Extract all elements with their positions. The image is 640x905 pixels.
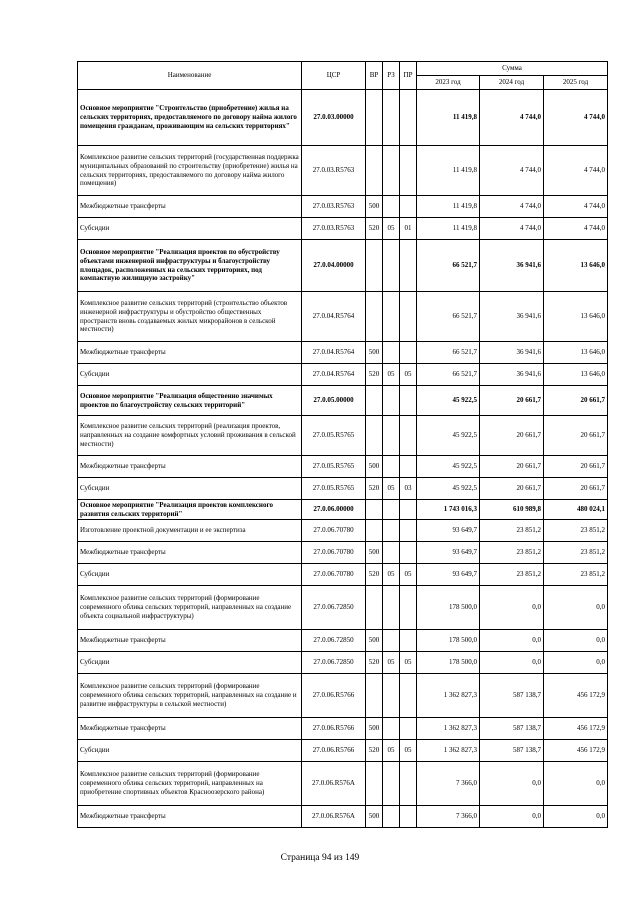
row-pr bbox=[400, 520, 417, 542]
row-amount-2025: 456 172,9 bbox=[544, 718, 608, 740]
table-row bbox=[78, 90, 608, 146]
row-amount-2025: 13 646,0 bbox=[544, 292, 608, 342]
table-row bbox=[78, 542, 608, 564]
row-rz bbox=[383, 292, 400, 342]
row-amount-2023: 11 419,8 bbox=[417, 218, 480, 240]
header-year-2025: 2025 год bbox=[544, 76, 608, 90]
table-row bbox=[78, 652, 608, 674]
row-vr: 500 bbox=[366, 630, 383, 652]
row-amount-2024: 0,0 bbox=[480, 630, 544, 652]
row-amount-2023: 1 362 827,3 bbox=[417, 718, 480, 740]
row-csr: 27.0.03.00000 bbox=[302, 90, 366, 146]
row-name: Субсидии bbox=[78, 740, 302, 762]
row-name: Основное мероприятие "Реализация проектов комплексного развития сельских территорий" bbox=[78, 500, 302, 520]
row-amount-2024: 23 851,2 bbox=[480, 520, 544, 542]
row-amount-2023: 45 922,5 bbox=[417, 386, 480, 416]
row-vr: 520 bbox=[366, 740, 383, 762]
row-vr: 500 bbox=[366, 342, 383, 364]
row-rz: 05 bbox=[383, 564, 400, 586]
row-csr: 27.0.04.R5764 bbox=[302, 364, 366, 386]
row-amount-2024: 4 744,0 bbox=[480, 90, 544, 146]
row-pr: 01 bbox=[400, 218, 417, 240]
row-amount-2024: 23 851,2 bbox=[480, 542, 544, 564]
row-name: Межбюджетные трансферты bbox=[78, 456, 302, 478]
table-row bbox=[78, 386, 608, 416]
row-csr: 27.0.06.R576A bbox=[302, 806, 366, 828]
row-pr: 05 bbox=[400, 740, 417, 762]
header-pr: ПР bbox=[400, 62, 417, 90]
row-rz bbox=[383, 520, 400, 542]
row-csr: 27.0.06.70780 bbox=[302, 520, 366, 542]
row-rz bbox=[383, 674, 400, 718]
table-row bbox=[78, 500, 608, 520]
row-rz bbox=[383, 762, 400, 806]
row-rz bbox=[383, 196, 400, 218]
row-vr: 500 bbox=[366, 542, 383, 564]
row-amount-2023: 178 500,0 bbox=[417, 652, 480, 674]
row-amount-2025: 0,0 bbox=[544, 762, 608, 806]
row-pr bbox=[400, 342, 417, 364]
row-vr bbox=[366, 416, 383, 456]
row-amount-2023: 93 649,7 bbox=[417, 564, 480, 586]
table-row bbox=[78, 342, 608, 364]
row-amount-2024: 587 138,7 bbox=[480, 740, 544, 762]
row-vr bbox=[366, 386, 383, 416]
budget-table bbox=[77, 61, 608, 828]
row-vr bbox=[366, 586, 383, 630]
row-name: Субсидии bbox=[78, 218, 302, 240]
row-vr bbox=[366, 292, 383, 342]
row-csr: 27.0.05.R5765 bbox=[302, 416, 366, 456]
row-name: Изготовление проектной документации и ее экспертиза bbox=[78, 520, 302, 542]
row-csr: 27.0.03.R5763 bbox=[302, 196, 366, 218]
row-vr: 520 bbox=[366, 478, 383, 500]
header-row bbox=[78, 62, 608, 76]
row-amount-2024: 0,0 bbox=[480, 762, 544, 806]
row-name: Основное мероприятие "Реализация проектов по обустройству объектами инженерной инфраструктуры и благоустройству площадок, расположенных на сельских территориях, под компактную жилищную застройку" bbox=[78, 240, 302, 292]
row-name: Субсидии bbox=[78, 478, 302, 500]
table-row bbox=[78, 564, 608, 586]
table-row bbox=[78, 292, 608, 342]
row-vr bbox=[366, 500, 383, 520]
row-amount-2023: 11 419,8 bbox=[417, 90, 480, 146]
row-vr bbox=[366, 520, 383, 542]
row-csr: 27.0.05.00000 bbox=[302, 386, 366, 416]
row-amount-2023: 1 362 827,3 bbox=[417, 674, 480, 718]
row-amount-2023: 66 521,7 bbox=[417, 342, 480, 364]
row-csr: 27.0.04.R5764 bbox=[302, 292, 366, 342]
row-amount-2025: 20 661,7 bbox=[544, 478, 608, 500]
row-amount-2024: 20 661,7 bbox=[480, 478, 544, 500]
row-rz bbox=[383, 90, 400, 146]
row-csr: 27.0.04.00000 bbox=[302, 240, 366, 292]
table-row bbox=[78, 718, 608, 740]
row-name: Межбюджетные трансферты bbox=[78, 718, 302, 740]
row-amount-2025: 0,0 bbox=[544, 630, 608, 652]
row-vr bbox=[366, 240, 383, 292]
row-rz bbox=[383, 806, 400, 828]
row-amount-2023: 66 521,7 bbox=[417, 364, 480, 386]
table-row bbox=[78, 364, 608, 386]
row-name: Субсидии bbox=[78, 364, 302, 386]
row-rz bbox=[383, 416, 400, 456]
table-row bbox=[78, 416, 608, 456]
table-row bbox=[78, 456, 608, 478]
table-row bbox=[78, 630, 608, 652]
row-csr: 27.0.06.72850 bbox=[302, 652, 366, 674]
row-csr: 27.0.05.R5765 bbox=[302, 478, 366, 500]
row-pr: 03 bbox=[400, 478, 417, 500]
row-amount-2024: 36 941,6 bbox=[480, 342, 544, 364]
row-amount-2024: 36 941,6 bbox=[480, 292, 544, 342]
table-row bbox=[78, 146, 608, 196]
row-amount-2023: 7 366,0 bbox=[417, 762, 480, 806]
table-row bbox=[78, 586, 608, 630]
row-rz bbox=[383, 146, 400, 196]
row-pr bbox=[400, 386, 417, 416]
row-csr: 27.0.06.72850 bbox=[302, 630, 366, 652]
row-amount-2025: 480 024,1 bbox=[544, 500, 608, 520]
row-csr: 27.0.06.00000 bbox=[302, 500, 366, 520]
row-amount-2025: 20 661,7 bbox=[544, 416, 608, 456]
table-row bbox=[78, 520, 608, 542]
row-rz bbox=[383, 342, 400, 364]
row-amount-2024: 20 661,7 bbox=[480, 386, 544, 416]
row-rz bbox=[383, 240, 400, 292]
row-amount-2025: 13 646,0 bbox=[544, 364, 608, 386]
row-pr: 05 bbox=[400, 564, 417, 586]
row-name: Комплексное развитие сельских территорий (строительство объектов инженерной инфраструктуры и обустройство общественных пространств вновь создаваемых жилых микрорайонов в сельской местности) bbox=[78, 292, 302, 342]
row-amount-2024: 0,0 bbox=[480, 806, 544, 828]
row-name: Субсидии bbox=[78, 564, 302, 586]
row-pr bbox=[400, 500, 417, 520]
row-pr bbox=[400, 456, 417, 478]
row-amount-2023: 1 362 827,3 bbox=[417, 740, 480, 762]
table-row bbox=[78, 762, 608, 806]
row-amount-2024: 36 941,6 bbox=[480, 240, 544, 292]
row-amount-2024: 23 851,2 bbox=[480, 564, 544, 586]
row-amount-2024: 4 744,0 bbox=[480, 218, 544, 240]
row-amount-2025: 4 744,0 bbox=[544, 90, 608, 146]
row-name: Межбюджетные трансферты bbox=[78, 806, 302, 828]
row-name: Субсидии bbox=[78, 652, 302, 674]
row-amount-2025: 13 646,0 bbox=[544, 240, 608, 292]
page-number: Страница 94 из 149 bbox=[280, 853, 360, 863]
row-pr bbox=[400, 196, 417, 218]
row-amount-2025: 20 661,7 bbox=[544, 456, 608, 478]
header-vr: ВР bbox=[366, 62, 383, 90]
row-name: Межбюджетные трансферты bbox=[78, 630, 302, 652]
row-pr bbox=[400, 630, 417, 652]
row-name: Основное мероприятие "Строительство (приобретение) жилья на сельских территориях, предоставляемого по договору найма жилого помещения гражданам, проживающим на сельских территориях" bbox=[78, 90, 302, 146]
row-amount-2024: 610 989,8 bbox=[480, 500, 544, 520]
row-rz bbox=[383, 718, 400, 740]
row-pr bbox=[400, 718, 417, 740]
row-csr: 27.0.05.R5765 bbox=[302, 456, 366, 478]
header-year-2024: 2024 год bbox=[480, 76, 544, 90]
table-row bbox=[78, 674, 608, 718]
row-amount-2023: 93 649,7 bbox=[417, 542, 480, 564]
row-vr: 500 bbox=[366, 456, 383, 478]
row-rz bbox=[383, 630, 400, 652]
table-row bbox=[78, 196, 608, 218]
row-amount-2025: 23 851,2 bbox=[544, 520, 608, 542]
row-amount-2024: 36 941,6 bbox=[480, 364, 544, 386]
row-vr: 500 bbox=[366, 806, 383, 828]
row-amount-2025: 0,0 bbox=[544, 806, 608, 828]
row-amount-2023: 11 419,8 bbox=[417, 196, 480, 218]
row-name: Комплексное развитие сельских территорий (формирование современного облика сельских территорий, направленных на создание и развитие инфраструктуры в сельской местности) bbox=[78, 674, 302, 718]
header-year-2023: 2023 год bbox=[417, 76, 480, 90]
row-pr bbox=[400, 762, 417, 806]
row-rz: 05 bbox=[383, 478, 400, 500]
row-amount-2025: 0,0 bbox=[544, 586, 608, 630]
row-name: Основное мероприятие "Реализация общественно значимых проектов по благоустройству сельских территорий" bbox=[78, 386, 302, 416]
row-rz bbox=[383, 542, 400, 564]
row-amount-2023: 178 500,0 bbox=[417, 586, 480, 630]
row-csr: 27.0.06.R5766 bbox=[302, 718, 366, 740]
row-vr bbox=[366, 674, 383, 718]
row-rz: 05 bbox=[383, 740, 400, 762]
row-pr bbox=[400, 806, 417, 828]
row-vr: 520 bbox=[366, 652, 383, 674]
row-vr: 520 bbox=[366, 218, 383, 240]
row-amount-2023: 7 366,0 bbox=[417, 806, 480, 828]
row-amount-2024: 0,0 bbox=[480, 652, 544, 674]
row-pr bbox=[400, 90, 417, 146]
row-amount-2025: 456 172,9 bbox=[544, 674, 608, 718]
row-amount-2023: 11 419,8 bbox=[417, 146, 480, 196]
row-vr: 500 bbox=[366, 718, 383, 740]
row-csr: 27.0.06.R5766 bbox=[302, 740, 366, 762]
row-amount-2024: 4 744,0 bbox=[480, 196, 544, 218]
row-rz bbox=[383, 386, 400, 416]
header-sum: Сумма bbox=[417, 62, 608, 76]
row-vr bbox=[366, 146, 383, 196]
header-rz: РЗ bbox=[383, 62, 400, 90]
table-row bbox=[78, 740, 608, 762]
row-amount-2023: 66 521,7 bbox=[417, 292, 480, 342]
row-name: Межбюджетные трансферты bbox=[78, 542, 302, 564]
row-rz: 05 bbox=[383, 364, 400, 386]
row-rz bbox=[383, 500, 400, 520]
row-name: Межбюджетные трансферты bbox=[78, 196, 302, 218]
row-pr bbox=[400, 542, 417, 564]
row-amount-2025: 23 851,2 bbox=[544, 564, 608, 586]
row-pr bbox=[400, 674, 417, 718]
row-amount-2025: 456 172,9 bbox=[544, 740, 608, 762]
row-pr bbox=[400, 292, 417, 342]
row-amount-2024: 20 661,7 bbox=[480, 416, 544, 456]
row-pr bbox=[400, 416, 417, 456]
row-name: Комплексное развитие сельских территорий (формирование современного облика сельских территорий, направленных на приобретение спортивных объектов Красноозерского района) bbox=[78, 762, 302, 806]
row-name: Комплексное развитие сельских территорий (государственная поддержка муниципальных образований по строительству (приобретение) жилья на сельских территориях, предоставляемого по договору найма жилого помещения) bbox=[78, 146, 302, 196]
row-csr: 27.0.06.R576A bbox=[302, 762, 366, 806]
row-csr: 27.0.06.70780 bbox=[302, 564, 366, 586]
row-amount-2025: 20 661,7 bbox=[544, 386, 608, 416]
row-amount-2025: 0,0 bbox=[544, 652, 608, 674]
row-amount-2023: 45 922,5 bbox=[417, 416, 480, 456]
table-row bbox=[78, 240, 608, 292]
row-amount-2024: 587 138,7 bbox=[480, 718, 544, 740]
row-amount-2025: 13 646,0 bbox=[544, 342, 608, 364]
row-amount-2023: 178 500,0 bbox=[417, 630, 480, 652]
row-csr: 27.0.03.R5763 bbox=[302, 218, 366, 240]
row-name: Межбюджетные трансферты bbox=[78, 342, 302, 364]
row-amount-2025: 23 851,2 bbox=[544, 542, 608, 564]
header-name: Наименование bbox=[78, 62, 302, 90]
table-row bbox=[78, 806, 608, 828]
row-amount-2024: 4 744,0 bbox=[480, 146, 544, 196]
row-name: Комплексное развитие сельских территорий (формирование современного облика сельских территорий, направленных на создание объекта социальной инфраструктуры) bbox=[78, 586, 302, 630]
row-rz bbox=[383, 586, 400, 630]
row-pr: 05 bbox=[400, 364, 417, 386]
row-rz: 05 bbox=[383, 652, 400, 674]
row-vr bbox=[366, 90, 383, 146]
row-pr bbox=[400, 586, 417, 630]
row-amount-2025: 4 744,0 bbox=[544, 146, 608, 196]
row-pr: 05 bbox=[400, 652, 417, 674]
row-csr: 27.0.06.70780 bbox=[302, 542, 366, 564]
row-amount-2023: 45 922,5 bbox=[417, 456, 480, 478]
row-amount-2025: 4 744,0 bbox=[544, 196, 608, 218]
row-amount-2025: 4 744,0 bbox=[544, 218, 608, 240]
row-rz: 05 bbox=[383, 218, 400, 240]
row-amount-2024: 20 661,7 bbox=[480, 456, 544, 478]
row-amount-2023: 66 521,7 bbox=[417, 240, 480, 292]
row-amount-2023: 45 922,5 bbox=[417, 478, 480, 500]
row-csr: 27.0.03.R5763 bbox=[302, 146, 366, 196]
row-amount-2023: 93 649,7 bbox=[417, 520, 480, 542]
row-vr bbox=[366, 762, 383, 806]
row-pr bbox=[400, 240, 417, 292]
row-vr: 500 bbox=[366, 196, 383, 218]
table-row bbox=[78, 218, 608, 240]
row-name: Комплексное развитие сельских территорий (реализация проектов, направленных на создание комфортных условий проживания в сельской местности) bbox=[78, 416, 302, 456]
row-rz bbox=[383, 456, 400, 478]
row-amount-2023: 1 743 016,3 bbox=[417, 500, 480, 520]
row-csr: 27.0.06.R5766 bbox=[302, 674, 366, 718]
table-row bbox=[78, 478, 608, 500]
row-amount-2024: 0,0 bbox=[480, 586, 544, 630]
row-amount-2024: 587 138,7 bbox=[480, 674, 544, 718]
header-csr: ЦСР bbox=[302, 62, 366, 90]
row-vr: 520 bbox=[366, 364, 383, 386]
row-csr: 27.0.04.R5764 bbox=[302, 342, 366, 364]
row-csr: 27.0.06.72850 bbox=[302, 586, 366, 630]
row-vr: 520 bbox=[366, 564, 383, 586]
row-pr bbox=[400, 146, 417, 196]
